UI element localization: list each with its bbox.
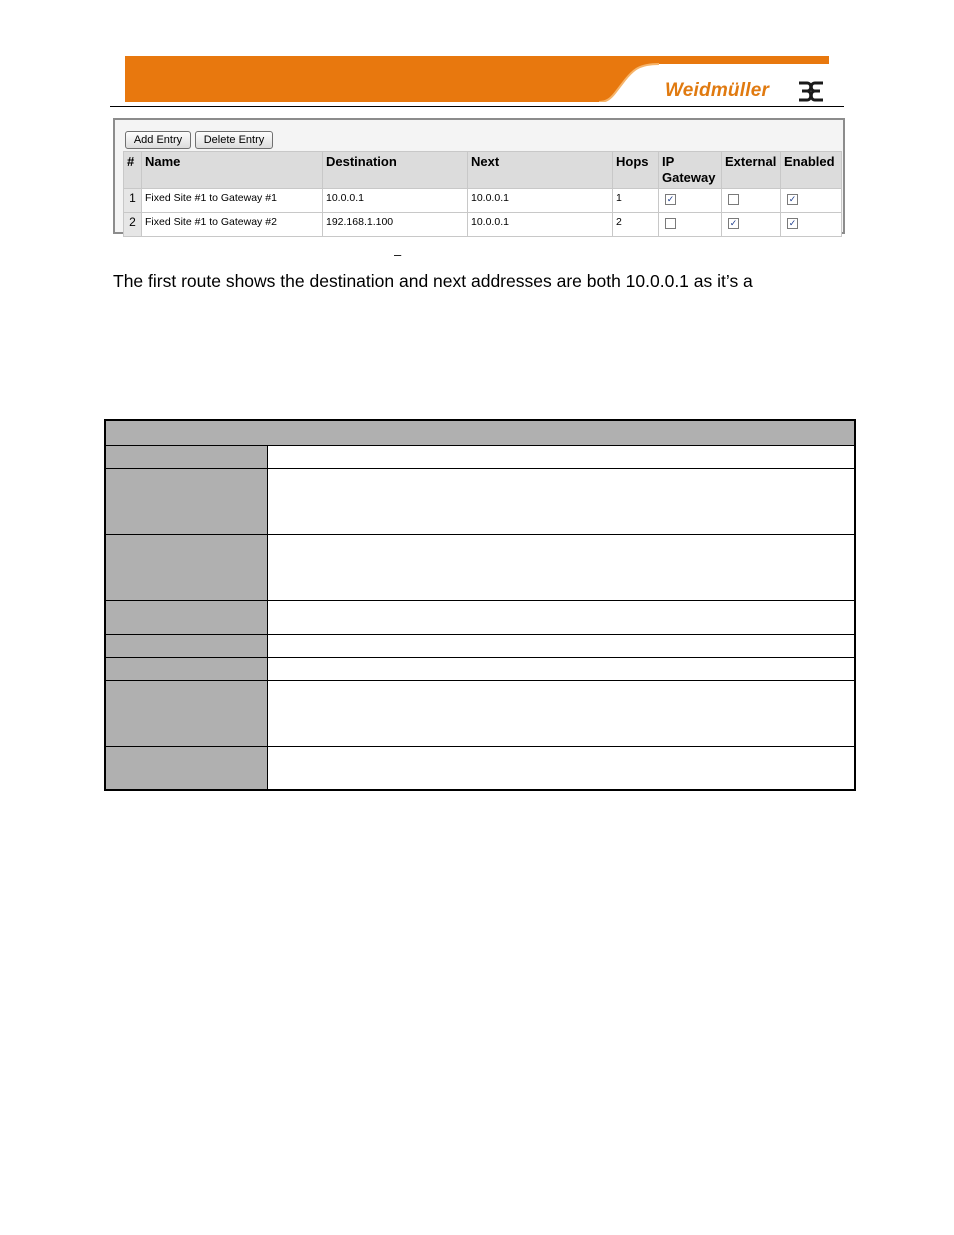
parameter-description-cell bbox=[268, 601, 854, 634]
parameter-description-cell bbox=[268, 681, 854, 746]
parameter-label-cell bbox=[106, 658, 268, 680]
ip-gateway-checkbox[interactable]: ✓ bbox=[666, 194, 675, 204]
parameter-row bbox=[106, 469, 854, 535]
weidmuller-logo-mark-icon bbox=[798, 81, 824, 103]
parameter-label-cell bbox=[106, 747, 268, 789]
route-hops-cell[interactable]: 2 bbox=[613, 213, 659, 237]
route-hops-cell[interactable]: 1 bbox=[613, 189, 659, 213]
external-checkbox[interactable]: ✓ bbox=[729, 218, 738, 228]
parameter-table bbox=[104, 419, 856, 791]
col-next-header: Next bbox=[468, 152, 613, 189]
parameter-label-cell bbox=[106, 601, 268, 634]
routes-table-header-row bbox=[124, 152, 842, 189]
parameter-row bbox=[106, 658, 854, 681]
parameter-row bbox=[106, 535, 854, 601]
col-ip-gateway-header-line2: Gateway bbox=[662, 170, 716, 185]
col-hops-header: Hops bbox=[613, 152, 659, 189]
parameter-row bbox=[106, 446, 854, 469]
delete-entry-button[interactable]: Delete Entry bbox=[195, 131, 273, 149]
table-row[interactable] bbox=[124, 189, 842, 213]
parameter-description-cell bbox=[268, 446, 854, 468]
route-next-cell[interactable]: 10.0.0.1 bbox=[468, 189, 613, 213]
col-name-header: Name bbox=[142, 152, 323, 189]
parameter-description-cell bbox=[268, 535, 854, 600]
col-enabled-header: Enabled bbox=[781, 152, 842, 189]
parameter-description-cell bbox=[268, 658, 854, 680]
route-ip-gateway-cell bbox=[659, 189, 722, 213]
table-row[interactable] bbox=[124, 213, 842, 237]
route-destination-cell[interactable]: 10.0.0.1 bbox=[323, 189, 468, 213]
parameter-label-cell bbox=[106, 681, 268, 746]
route-ip-gateway-cell bbox=[659, 213, 722, 237]
parameter-description-cell bbox=[268, 469, 854, 534]
route-name-cell[interactable]: Fixed Site #1 to Gateway #2 bbox=[142, 213, 323, 237]
external-checkbox[interactable] bbox=[728, 194, 739, 205]
routes-table bbox=[123, 151, 842, 237]
parameter-row bbox=[106, 681, 854, 747]
route-external-cell bbox=[722, 189, 781, 213]
parameter-label-cell bbox=[106, 635, 268, 657]
row-number: 2 bbox=[124, 213, 142, 237]
enabled-checkbox[interactable]: ✓ bbox=[788, 218, 797, 228]
parameter-description-cell bbox=[268, 747, 854, 789]
parameter-row bbox=[106, 747, 854, 789]
brand-logo-text: Weidmüller bbox=[665, 80, 770, 101]
routes-panel bbox=[113, 118, 845, 234]
col-num-header: # bbox=[124, 152, 142, 189]
parameter-label-cell bbox=[106, 535, 268, 600]
parameter-table-header-row bbox=[106, 421, 854, 446]
caption-dash: – bbox=[394, 247, 402, 262]
route-enabled-cell bbox=[781, 213, 842, 237]
header-rule bbox=[110, 106, 844, 107]
parameter-row bbox=[106, 601, 854, 635]
row-number: 1 bbox=[124, 189, 142, 213]
add-entry-button[interactable]: Add Entry bbox=[125, 131, 191, 149]
route-destination-cell[interactable]: 192.168.1.100 bbox=[323, 213, 468, 237]
parameter-label-cell bbox=[106, 469, 268, 534]
enabled-checkbox[interactable]: ✓ bbox=[788, 194, 797, 204]
col-external-header: External bbox=[722, 152, 781, 189]
parameter-description-cell bbox=[268, 635, 854, 657]
route-name-cell[interactable]: Fixed Site #1 to Gateway #1 bbox=[142, 189, 323, 213]
route-next-cell[interactable]: 10.0.0.1 bbox=[468, 213, 613, 237]
ip-gateway-checkbox[interactable] bbox=[665, 218, 676, 229]
route-enabled-cell bbox=[781, 189, 842, 213]
parameter-label-cell bbox=[106, 446, 268, 468]
route-external-cell bbox=[722, 213, 781, 237]
col-destination-header: Destination bbox=[323, 152, 468, 189]
col-ip-gateway-header bbox=[659, 152, 722, 189]
col-ip-gateway-header-line1: IP bbox=[662, 154, 675, 169]
body-paragraph: The first route shows the destination and next addresses are both 10.0.0.1 as it’s a bbox=[113, 271, 753, 291]
parameter-row bbox=[106, 635, 854, 658]
